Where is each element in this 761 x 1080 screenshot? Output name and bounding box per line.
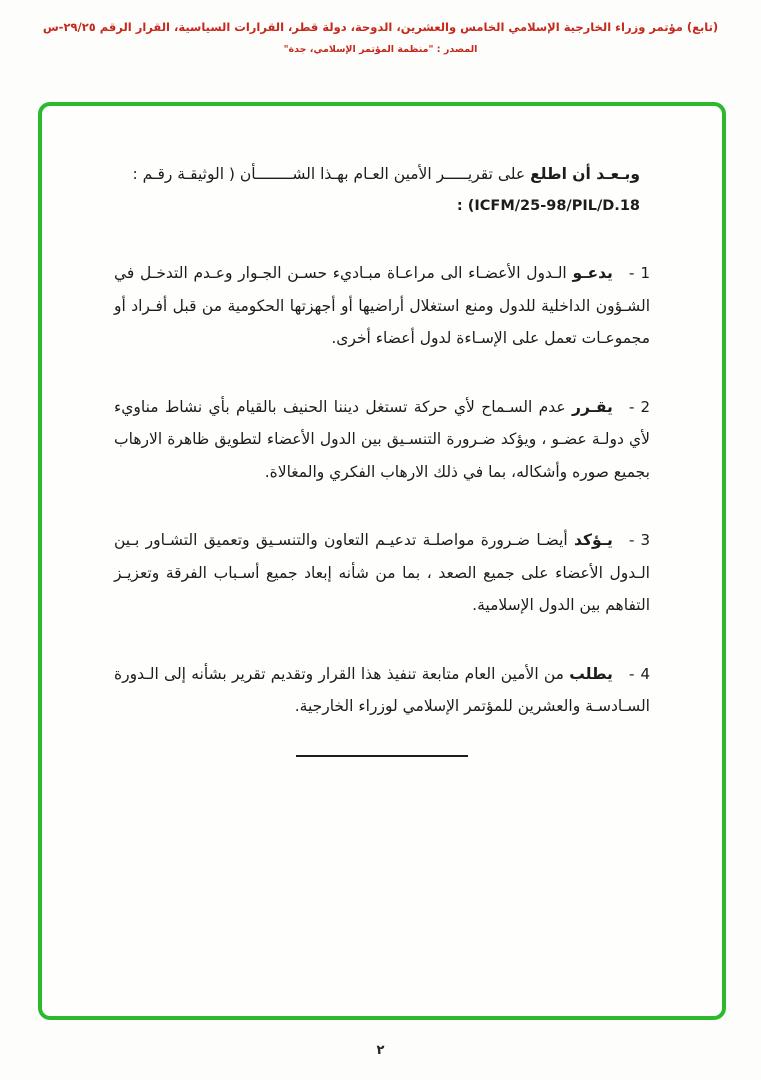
item-2-dash: - bbox=[628, 397, 635, 416]
item-1-number: 1 bbox=[640, 263, 650, 282]
item-1-text: الـدول الأعضـاء الى مراعـاة مبـاديء حسـن الجـوار وعـدم التدخـل في الشـؤون الداخلية للدول ومنع استغلال أراضيها أو أجهزتها الحكومية من قبل أفـراد أو مجموعـات تعمل على الإسـاءة لدول أعضاء أخرى. bbox=[114, 263, 650, 348]
item-4-number: 4 bbox=[640, 664, 650, 683]
item-3-number: 3 bbox=[640, 531, 650, 550]
item-2-number: 2 bbox=[640, 397, 650, 416]
green-border-frame bbox=[38, 102, 726, 1020]
header-source-line: المصدر : "منظمة المؤتمر الإسلامي، جدة" bbox=[283, 44, 478, 55]
item-1-lead: يدعـو bbox=[572, 263, 613, 282]
item-4-text: من الأمين العام متابعة تنفيذ هذا القرار وتقديم تقرير بشأنه إلى الـدورة السـادسـة والعشرين للمؤتمر الإسلامي لوزراء الخارجية. bbox=[114, 664, 650, 716]
item-2-lead: يقـرر bbox=[572, 397, 613, 416]
item-4-dash: - bbox=[628, 664, 635, 683]
intro-rest-text: على تقريـــــر الأمين العـام بهـذا الشــــــــأن ( الوثيقـة رقـم : bbox=[132, 165, 531, 183]
resolution-body bbox=[42, 106, 722, 757]
end-divider-line bbox=[296, 755, 468, 757]
item-3-lead: يـؤكد bbox=[574, 531, 613, 550]
resolution-item-4 bbox=[114, 658, 650, 723]
resolution-item-3 bbox=[114, 524, 650, 622]
document-reference: : (ICFM/25-98/PIL/D.18 bbox=[456, 197, 640, 214]
intro-paragraph bbox=[116, 158, 640, 191]
item-3-text: أيضـا ضـرورة مواصلـة تدعيـم التعاون والتنسـيق وتعميق التشـاور بـين الـدول الأعضاء على جميع الصعد ، بما من شأنه إبعاد جميع أسـباب الفرقة وتعزيـز التفاهم بين الدول الإسلامية. bbox=[114, 531, 650, 615]
item-2-text: عدم السـماح لأي حركة تستغل ديننا الحنيف بالقيام بأي نشاط مناويء لأي دولـة عضـو ، ويؤكد ضـرورة التنسـيق بين الدول الأعضاء لتطويق ظاهرة الارهاب بجميع صوره وأشكاله، بما في ذلك الارهاب الفكري والمغالاة. bbox=[114, 397, 650, 481]
resolution-item-1 bbox=[114, 257, 650, 355]
item-1-dash: - bbox=[628, 263, 635, 282]
item-3-dash: - bbox=[628, 531, 635, 550]
page-number: ٢ bbox=[376, 1043, 385, 1058]
intro-block bbox=[114, 158, 650, 221]
header-title-line: (تابع) مؤتمر وزراء الخارجية الإسلامي الخامس والعشرين، الدوحة، دولة قطر، القرارات السياسية، القرار الرقم ٢٩/٢٥-س bbox=[42, 20, 719, 34]
intro-lead-text: وبـعـد أن اطلع bbox=[530, 165, 640, 183]
item-4-lead: يطلب bbox=[569, 664, 613, 683]
document-header bbox=[0, 20, 761, 55]
resolution-item-2 bbox=[114, 391, 650, 489]
